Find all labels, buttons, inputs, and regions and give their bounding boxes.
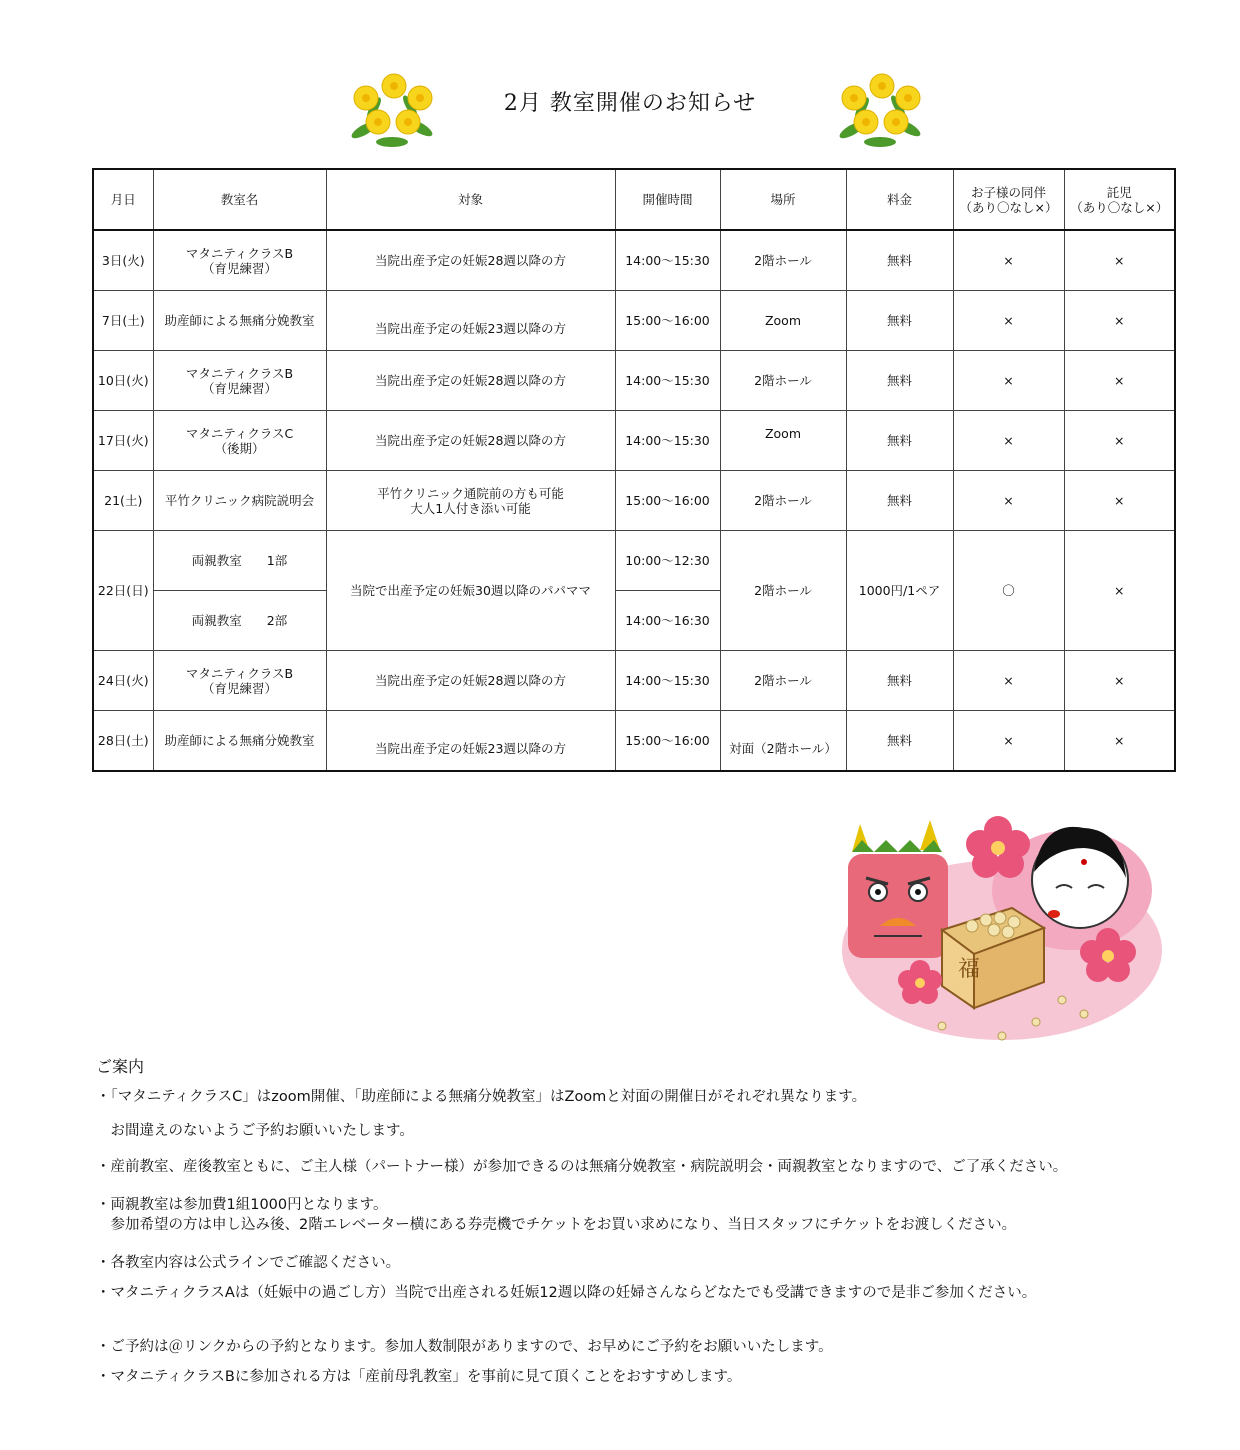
cell-fee: 1000円/1ペア: [846, 531, 953, 651]
cell-date: 24日(火): [93, 651, 153, 711]
table-row: [93, 411, 1175, 471]
column-header-target: 対象: [326, 169, 615, 230]
cell-class-name: 助産師による無痛分娩教室: [153, 711, 326, 772]
cell-target: 平竹クリニック通院前の方も可能 大人1人付き添い可能: [326, 471, 615, 531]
guide-line: ・産前教室、産後教室ともに、ご主人様（パートナー様）が参加できるのは無痛分娩教室・病院説明会・両親教室となりますので、ご了承ください。: [96, 1159, 1068, 1175]
cell-date: 22日(日): [93, 531, 153, 651]
setsubun-illustration-icon: [822, 800, 1172, 1056]
cell-place: 対面（2階ホール）: [720, 711, 846, 772]
cell-fee: 無料: [846, 471, 953, 531]
cell-fee: 無料: [846, 351, 953, 411]
cell-place: 2階ホール: [720, 651, 846, 711]
cell-time: 14:00～15:30: [615, 230, 720, 291]
cell-care: ×: [1064, 651, 1175, 711]
table-row: [93, 531, 1175, 591]
cell-time: 14:00～15:30: [615, 411, 720, 471]
cell-time: 15:00～16:00: [615, 471, 720, 531]
cell-care: ×: [1064, 351, 1175, 411]
cell-fee: 無料: [846, 291, 953, 351]
table-header-row: [93, 169, 1175, 230]
cell-class-name: マタニティクラスC （後期）: [153, 411, 326, 471]
cell-class-name: マタニティクラスB （育児練習）: [153, 351, 326, 411]
table-row: [93, 471, 1175, 531]
cell-target: 当院出産予定の妊娠28週以降の方: [326, 651, 615, 711]
cell-target: 当院出産予定の妊娠23週以降の方: [326, 291, 615, 351]
cell-date: 7日(土): [93, 291, 153, 351]
cell-child: ×: [953, 351, 1064, 411]
guide-section: [96, 1054, 1156, 1387]
cell-date: 28日(土): [93, 711, 153, 772]
cell-place: 2階ホール: [720, 351, 846, 411]
cell-place: 2階ホール: [720, 230, 846, 291]
column-header-place: 場所: [720, 169, 846, 230]
cell-child: ×: [953, 291, 1064, 351]
table-row: [93, 351, 1175, 411]
cell-fee: 無料: [846, 711, 953, 772]
cell-time: 14:00～15:30: [615, 351, 720, 411]
cell-date: 3日(火): [93, 230, 153, 291]
cell-fee: 無料: [846, 230, 953, 291]
table-row: [93, 230, 1175, 291]
dandelion-flowers-icon: [832, 68, 928, 152]
guide-line: ・マタニティクラスBに参加される方は「産前母乳教室」を事前に見て頂くことをおすすめします。: [96, 1369, 742, 1385]
cell-class-name: マタニティクラスB （育児練習）: [153, 230, 326, 291]
cell-target: 当院出産予定の妊娠23週以降の方: [326, 711, 615, 772]
page-title: 2月 教室開催のお知らせ: [503, 91, 757, 116]
cell-time: 15:00～16:00: [615, 291, 720, 351]
cell-date: 10日(火): [93, 351, 153, 411]
cell-class-name: 両親教室 2部: [153, 591, 326, 651]
dandelion-flowers-icon: [344, 68, 440, 152]
schedule-table: [92, 168, 1176, 772]
guide-heading: ご案内: [96, 1057, 145, 1076]
guide-line: ・マタニティクラスAは（妊娠中の過ごし方）当院で出産される妊娠12週以降の妊婦さんならどなたでも受講できますので是非ご参加ください。: [96, 1285, 1037, 1301]
cell-target: 当院出産予定の妊娠28週以降の方: [326, 411, 615, 471]
guide-line: ・各教室内容は公式ラインでご確認ください。: [96, 1255, 401, 1271]
cell-class-name: 助産師による無痛分娩教室: [153, 291, 326, 351]
cell-class-name: 平竹クリニック病院説明会: [153, 471, 326, 531]
cell-time: 14:00～16:30: [615, 591, 720, 651]
cell-care: ×: [1064, 471, 1175, 531]
guide-line: お間違えのないようご予約お願いいたします。: [96, 1123, 414, 1139]
cell-child: ×: [953, 230, 1064, 291]
guide-line: ・両親教室は参加費1組1000円となります。: [96, 1197, 388, 1213]
cell-time: 14:00～15:30: [615, 651, 720, 711]
cell-care: ×: [1064, 291, 1175, 351]
cell-date: 21(土): [93, 471, 153, 531]
cell-place: 2階ホール: [720, 531, 846, 651]
cell-class-name: 両親教室 1部: [153, 531, 326, 591]
cell-target: 当院出産予定の妊娠28週以降の方: [326, 230, 615, 291]
column-header-childcare: 託児 （あり〇なし×）: [1064, 169, 1175, 230]
cell-fee: 無料: [846, 411, 953, 471]
cell-child: 〇: [953, 531, 1064, 651]
cell-target: 当院で出産予定の妊娠30週以降のパパママ: [326, 531, 615, 651]
cell-place: Zoom: [720, 291, 846, 351]
cell-date: 17日(火): [93, 411, 153, 471]
guide-line: 参加希望の方は申し込み後、2階エレベーター横にある券売機でチケットをお買い求めになり、当日スタッフにチケットをお渡しください。: [96, 1217, 1017, 1233]
cell-care: ×: [1064, 230, 1175, 291]
table-row: [93, 711, 1175, 772]
guide-line: ・ご予約は＠リンクからの予約となります。参加人数制限がありますので、お早めにご予約をお願いいたします。: [96, 1339, 833, 1355]
cell-child: ×: [953, 411, 1064, 471]
cell-child: ×: [953, 651, 1064, 711]
cell-care: ×: [1064, 411, 1175, 471]
cell-time: 10:00～12:30: [615, 531, 720, 591]
cell-class-name: マタニティクラスB （育児練習）: [153, 651, 326, 711]
table-row: [93, 291, 1175, 351]
cell-child: ×: [953, 471, 1064, 531]
column-header-fee: 料金: [846, 169, 953, 230]
cell-place: Zoom: [720, 411, 846, 471]
cell-target: 当院出産予定の妊娠28週以降の方: [326, 351, 615, 411]
cell-time: 15:00～16:00: [615, 711, 720, 772]
cell-child: ×: [953, 711, 1064, 772]
table-row: [93, 651, 1175, 711]
column-header-time: 開催時間: [615, 169, 720, 230]
cell-care: ×: [1064, 711, 1175, 772]
column-header-date: 月日: [93, 169, 153, 230]
column-header-child-accompany: お子様の同伴 （あり〇なし×）: [953, 169, 1064, 230]
cell-fee: 無料: [846, 651, 953, 711]
cell-care: ×: [1064, 531, 1175, 651]
column-header-class-name: 教室名: [153, 169, 326, 230]
cell-place: 2階ホール: [720, 471, 846, 531]
guide-line: ・「マタニティクラスC」はzoom開催、「助産師による無痛分娩教室」はZoomと対面の開催日がそれぞれ異なります。: [96, 1089, 867, 1105]
box-label: 福: [958, 957, 981, 982]
